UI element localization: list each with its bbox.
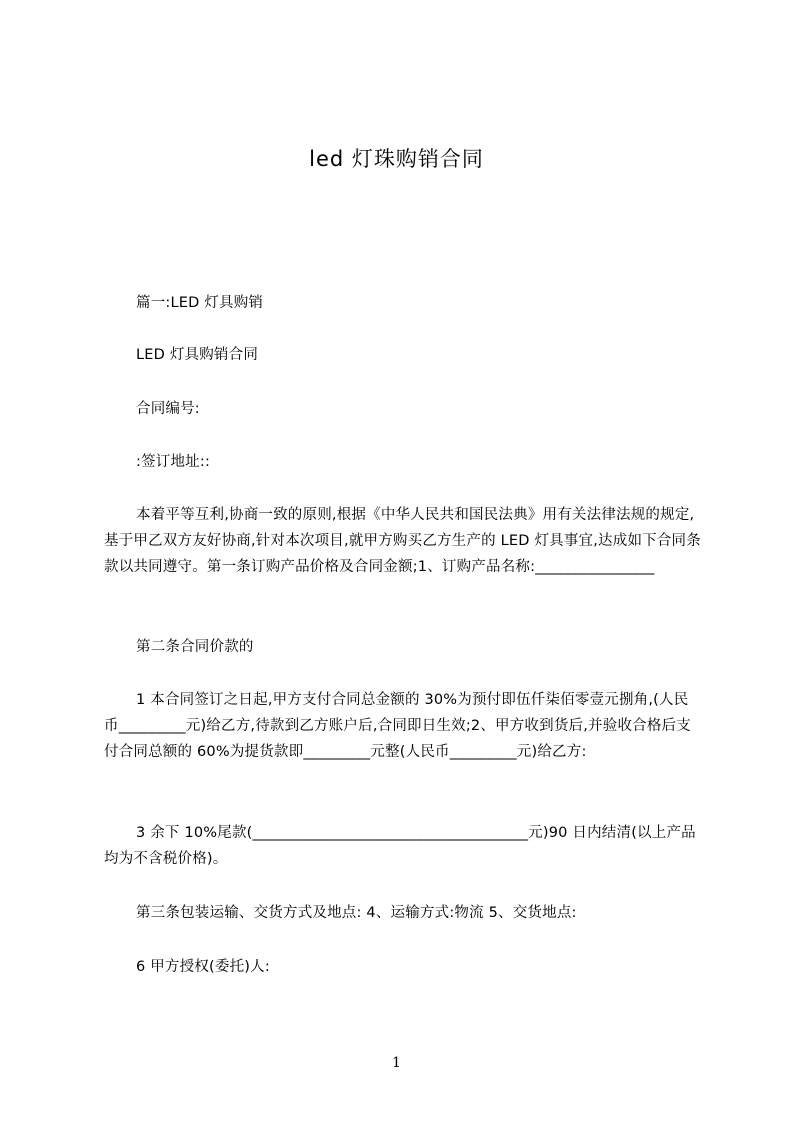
article-two-heading: 第二条合同价款的: [136, 639, 254, 655]
section-heading-part-one: 篇一:LED 灯具购销: [136, 295, 264, 311]
contract-heading: LED 灯具购销合同: [136, 347, 259, 363]
article-three-heading: 第三条包装运输、交货方式及地点: 4、运输方式:物流 5、交货地点:: [136, 905, 577, 921]
document-title: led 灯珠购销合同: [309, 147, 484, 171]
contract-number-label: 合同编号:: [136, 401, 200, 417]
page-number: 1: [392, 1055, 401, 1071]
signing-address-label: :签订地址::: [136, 454, 211, 470]
authorized-person-label: 6 甲方授权(委托)人:: [136, 959, 270, 975]
preamble-paragraph: 本着平等互利,协商一致的原则,根据《中华人民共和国民法典》用有关法律法规的规定,基于甲乙双方友好协商,针对本次项目,就甲方购买乙方生产的 LED 灯具事宜,达成如下合同条款以共同遵守。第一条订购产品价格及合同金额;1、订购产品名称:________________: [104, 507, 701, 575]
final-payment-paragraph: 3 余下 10%尾款(_____________________________________元)90 日内结清(以上产品均为不含税价格)。: [104, 825, 696, 867]
payment-terms-paragraph: 1 本合同签订之日起,甲方支付合同总金额的 30%为预付即伍仟柒佰零壹元捌角,(人民币_________元)给乙方,待款到乙方账户后,合同即日生效;2、甲方收到货后,并验收合格后支付合同总额的 60%为提货款即_________元整(人民币_________元)给乙方:: [104, 692, 691, 760]
